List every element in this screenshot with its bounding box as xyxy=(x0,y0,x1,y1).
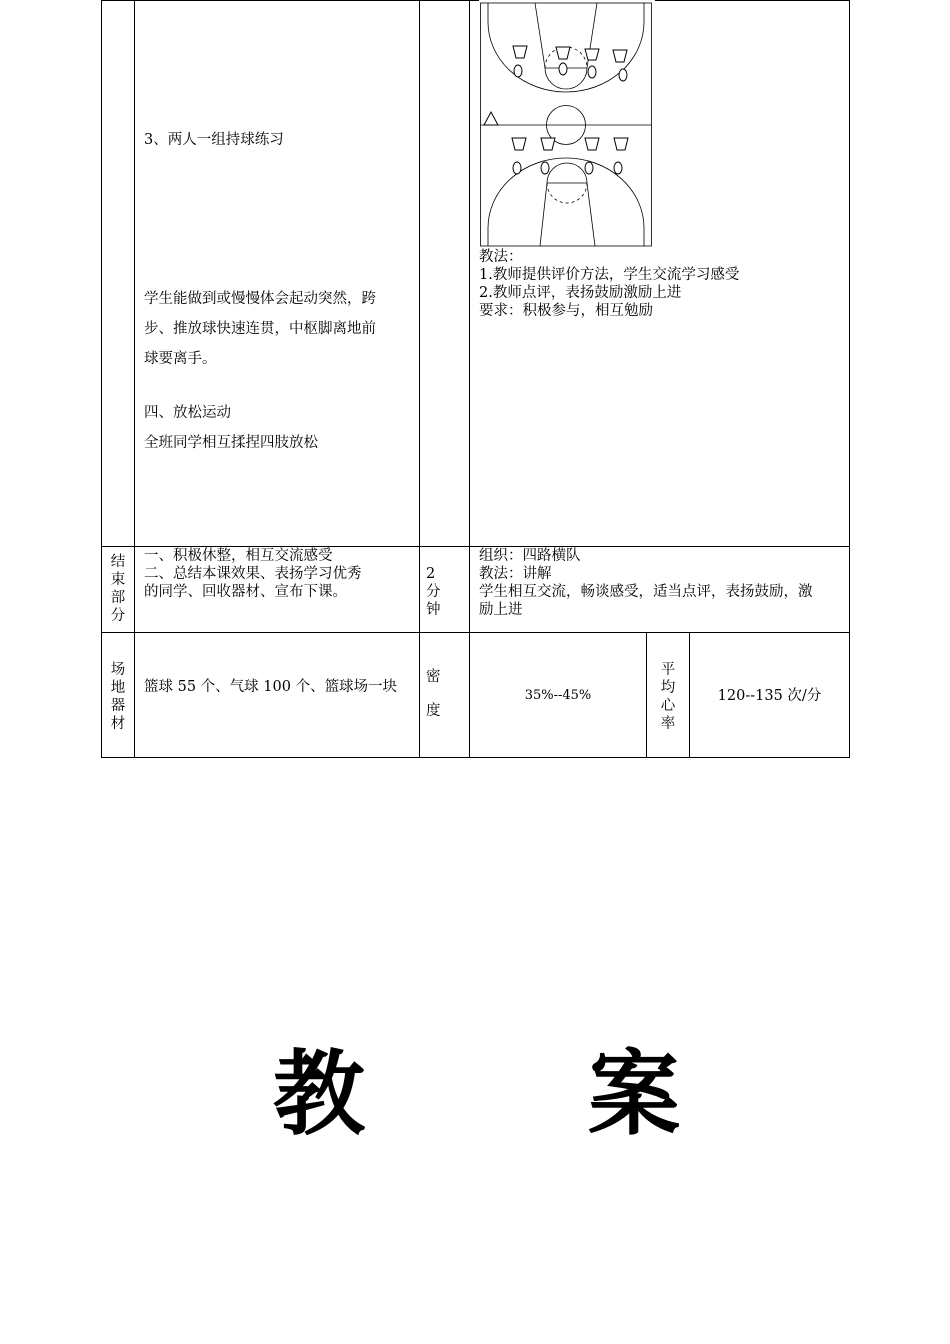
venue-section-label: 场 地 器 材 xyxy=(110,662,126,732)
heart-rate-value: 120--135 次/分 xyxy=(717,688,822,704)
method-line: 要求：积极参与，相互勉励 xyxy=(479,303,653,319)
ball-icon xyxy=(514,65,522,77)
density-label: 密 度 xyxy=(426,669,441,719)
ending-line: 的同学、回收器材、宣布下课。 xyxy=(144,584,347,600)
ball-icon xyxy=(559,63,567,75)
ball-icon xyxy=(585,162,593,174)
title-char-2: 案 xyxy=(588,1041,681,1148)
ending-organization xyxy=(479,547,813,619)
ending-line: 二、总结本课效果、表扬学习优秀 xyxy=(144,566,362,582)
ending-content xyxy=(144,547,362,601)
col-border-time xyxy=(469,0,470,758)
col-border-right xyxy=(849,0,850,758)
ball-icon xyxy=(614,162,622,174)
ending-time: 2 分 钟 xyxy=(426,566,441,618)
col-border-hr-label xyxy=(646,632,647,758)
col-border-left xyxy=(101,0,102,758)
requirement-line: 步、推放球快速连贯，中枢脚离地前 xyxy=(144,321,376,337)
table-top-border xyxy=(101,0,479,1)
equipment-list: 篮球 55 个、气球 100 个、篮球场一块 xyxy=(144,679,398,695)
player-marker-icon xyxy=(541,138,555,150)
method-line: 2.教师点评，表扬鼓励激励上进 xyxy=(479,285,682,301)
row-divider-venue xyxy=(101,632,850,633)
teacher-triangle-icon xyxy=(484,112,498,125)
player-marker-icon xyxy=(556,47,570,59)
item-3-label: 3、两人一组持球练习 xyxy=(144,132,284,148)
heart-rate-label: 平 均 心 率 xyxy=(660,662,676,732)
ending-line: 一、积极休整，相互交流感受 xyxy=(144,548,333,564)
ball-icon xyxy=(541,162,549,174)
org-line: 组织：四路横队 xyxy=(479,548,581,564)
requirement-line: 学生能做到或慢慢体会起动突然，跨 xyxy=(144,291,376,307)
relax-text: 全班同学相互揉捏四肢放松 xyxy=(144,435,318,451)
ball-icon xyxy=(619,69,627,81)
player-marker-icon xyxy=(613,50,627,62)
org-line: 励上进 xyxy=(479,602,523,618)
table-top-border-right xyxy=(655,0,850,1)
player-marker-icon xyxy=(512,138,526,150)
method-line: 教法： xyxy=(479,249,523,265)
player-marker-icon xyxy=(513,46,527,58)
ball-icon xyxy=(588,66,596,78)
method-line: 1.教师提供评价方法，学生交流学习感受 xyxy=(479,267,740,283)
col-border-content xyxy=(419,0,420,758)
requirement-line: 球要离手。 xyxy=(144,351,217,367)
ball-icon xyxy=(513,162,521,174)
player-marker-icon xyxy=(585,138,599,150)
org-line: 学生相互交流，畅谈感受，适当点评，表扬鼓励，激 xyxy=(479,584,813,600)
density-value: 35%--45% xyxy=(524,688,592,703)
player-marker-icon xyxy=(585,49,599,60)
title-char-1: 教 xyxy=(273,1041,366,1148)
requirement-text xyxy=(144,284,376,374)
player-marker-icon xyxy=(614,138,628,150)
table-bottom-border xyxy=(101,757,850,758)
org-line: 教法：讲解 xyxy=(479,566,552,582)
teaching-method xyxy=(479,248,739,320)
ending-section-label: 结 束 部 分 xyxy=(110,554,126,624)
col-border-label xyxy=(134,0,135,758)
relax-heading: 四、放松运动 xyxy=(144,405,231,421)
basketball-court-diagram xyxy=(478,0,658,250)
